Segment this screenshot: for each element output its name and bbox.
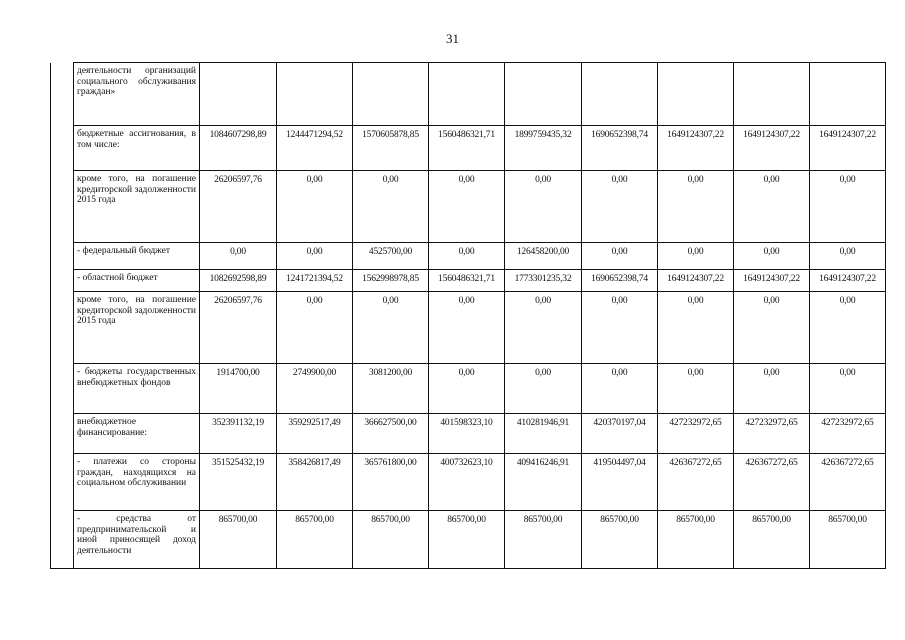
row-label: - федеральный бюджет — [74, 243, 200, 270]
value-cell: 0,00 — [353, 171, 429, 243]
value-cell: 1690652398,74 — [582, 126, 658, 171]
value-cell: 26206597,76 — [200, 171, 277, 243]
row-label: кроме того, на погашение кредиторской задолженности 2015 года — [74, 171, 200, 243]
value-cell: 1649124307,22 — [734, 126, 810, 171]
row-label: бюджетные ассигнования, в том числе: — [74, 126, 200, 171]
value-cell: 0,00 — [582, 171, 658, 243]
value-cell: 409416246,91 — [505, 454, 582, 511]
value-cell: 1914700,00 — [200, 364, 277, 414]
value-cell: 1649124307,22 — [810, 126, 886, 171]
budget-table — [50, 62, 886, 569]
index-column-cell — [51, 63, 74, 569]
value-cell — [353, 63, 429, 126]
value-cell: 427232972,65 — [734, 414, 810, 454]
value-cell: 419504497,04 — [582, 454, 658, 511]
value-cell: 865700,00 — [582, 511, 658, 569]
table-row — [51, 126, 886, 171]
table-row — [51, 243, 886, 270]
table-row — [51, 511, 886, 569]
value-cell: 1899759435,32 — [505, 126, 582, 171]
value-cell: 0,00 — [658, 292, 734, 364]
value-cell: 865700,00 — [734, 511, 810, 569]
row-label: - областной бюджет — [74, 270, 200, 292]
value-cell — [429, 63, 505, 126]
value-cell: 0,00 — [429, 171, 505, 243]
table-row — [51, 63, 886, 126]
value-cell: 0,00 — [277, 292, 353, 364]
value-cell: 1649124307,22 — [658, 270, 734, 292]
table-row — [51, 414, 886, 454]
value-cell: 865700,00 — [658, 511, 734, 569]
row-label: деятельности организаций социального обслуживания граждан» — [74, 63, 200, 126]
value-cell: 427232972,65 — [810, 414, 886, 454]
value-cell: 365761800,00 — [353, 454, 429, 511]
value-cell: 0,00 — [734, 243, 810, 270]
value-cell: 865700,00 — [810, 511, 886, 569]
value-cell: 1649124307,22 — [734, 270, 810, 292]
table-row — [51, 270, 886, 292]
value-cell: 0,00 — [658, 243, 734, 270]
value-cell: 426367272,65 — [658, 454, 734, 511]
value-cell: 0,00 — [810, 171, 886, 243]
value-cell: 359292517,49 — [277, 414, 353, 454]
value-cell: 0,00 — [734, 364, 810, 414]
value-cell: 26206597,76 — [200, 292, 277, 364]
value-cell: 352391132,19 — [200, 414, 277, 454]
value-cell — [505, 63, 582, 126]
row-label: - средства от предпринимательской и иной приносящей доход деятельности — [74, 511, 200, 569]
value-cell — [277, 63, 353, 126]
row-label: внебюджетное финансирование: — [74, 414, 200, 454]
value-cell: 865700,00 — [429, 511, 505, 569]
row-label: кроме того, на погашение кредиторской задолженности 2015 года — [74, 292, 200, 364]
value-cell: 0,00 — [582, 243, 658, 270]
value-cell: 4525700,00 — [353, 243, 429, 270]
value-cell — [734, 63, 810, 126]
value-cell: 420370197,04 — [582, 414, 658, 454]
table-row — [51, 454, 886, 511]
value-cell: 0,00 — [658, 364, 734, 414]
value-cell: 126458200,00 — [505, 243, 582, 270]
value-cell: 0,00 — [734, 171, 810, 243]
value-cell: 0,00 — [582, 364, 658, 414]
value-cell: 1570605878,85 — [353, 126, 429, 171]
value-cell: 865700,00 — [505, 511, 582, 569]
value-cell: 0,00 — [277, 171, 353, 243]
value-cell: 1560486321,71 — [429, 126, 505, 171]
table-row — [51, 171, 886, 243]
value-cell: 0,00 — [429, 243, 505, 270]
value-cell: 400732623,10 — [429, 454, 505, 511]
value-cell: 0,00 — [505, 171, 582, 243]
value-cell: 2749900,00 — [277, 364, 353, 414]
value-cell: 1649124307,22 — [810, 270, 886, 292]
value-cell: 351525432,19 — [200, 454, 277, 511]
value-cell: 865700,00 — [353, 511, 429, 569]
value-cell — [810, 63, 886, 126]
row-label: - платежи со стороны граждан, находящихся на социальном обслуживании — [74, 454, 200, 511]
value-cell: 1244471294,52 — [277, 126, 353, 171]
value-cell: 0,00 — [429, 292, 505, 364]
page-number: 31 — [446, 31, 459, 46]
value-cell: 0,00 — [582, 292, 658, 364]
value-cell: 0,00 — [353, 292, 429, 364]
value-cell: 1562998978,85 — [353, 270, 429, 292]
value-cell: 1241721394,52 — [277, 270, 353, 292]
value-cell: 0,00 — [810, 243, 886, 270]
value-cell: 0,00 — [277, 243, 353, 270]
value-cell: 0,00 — [810, 292, 886, 364]
value-cell: 366627500,00 — [353, 414, 429, 454]
value-cell — [658, 63, 734, 126]
value-cell: 410281946,91 — [505, 414, 582, 454]
value-cell: 1773301235,32 — [505, 270, 582, 292]
value-cell: 0,00 — [429, 364, 505, 414]
value-cell — [582, 63, 658, 126]
value-cell — [200, 63, 277, 126]
value-cell: 1082692598,89 — [200, 270, 277, 292]
value-cell: 1649124307,22 — [658, 126, 734, 171]
value-cell: 0,00 — [658, 171, 734, 243]
value-cell: 0,00 — [734, 292, 810, 364]
value-cell: 358426817,49 — [277, 454, 353, 511]
value-cell: 0,00 — [810, 364, 886, 414]
value-cell: 426367272,65 — [734, 454, 810, 511]
value-cell: 865700,00 — [200, 511, 277, 569]
row-label: - бюджеты государственных внебюджетных фондов — [74, 364, 200, 414]
table-row — [51, 364, 886, 414]
value-cell: 426367272,65 — [810, 454, 886, 511]
value-cell: 427232972,65 — [658, 414, 734, 454]
value-cell: 3081200,00 — [353, 364, 429, 414]
value-cell: 1560486321,71 — [429, 270, 505, 292]
value-cell: 0,00 — [505, 364, 582, 414]
value-cell: 1084607298,89 — [200, 126, 277, 171]
table-row — [51, 292, 886, 364]
value-cell: 0,00 — [505, 292, 582, 364]
value-cell: 1690652398,74 — [582, 270, 658, 292]
value-cell: 0,00 — [200, 243, 277, 270]
value-cell: 401598323,10 — [429, 414, 505, 454]
value-cell: 865700,00 — [277, 511, 353, 569]
